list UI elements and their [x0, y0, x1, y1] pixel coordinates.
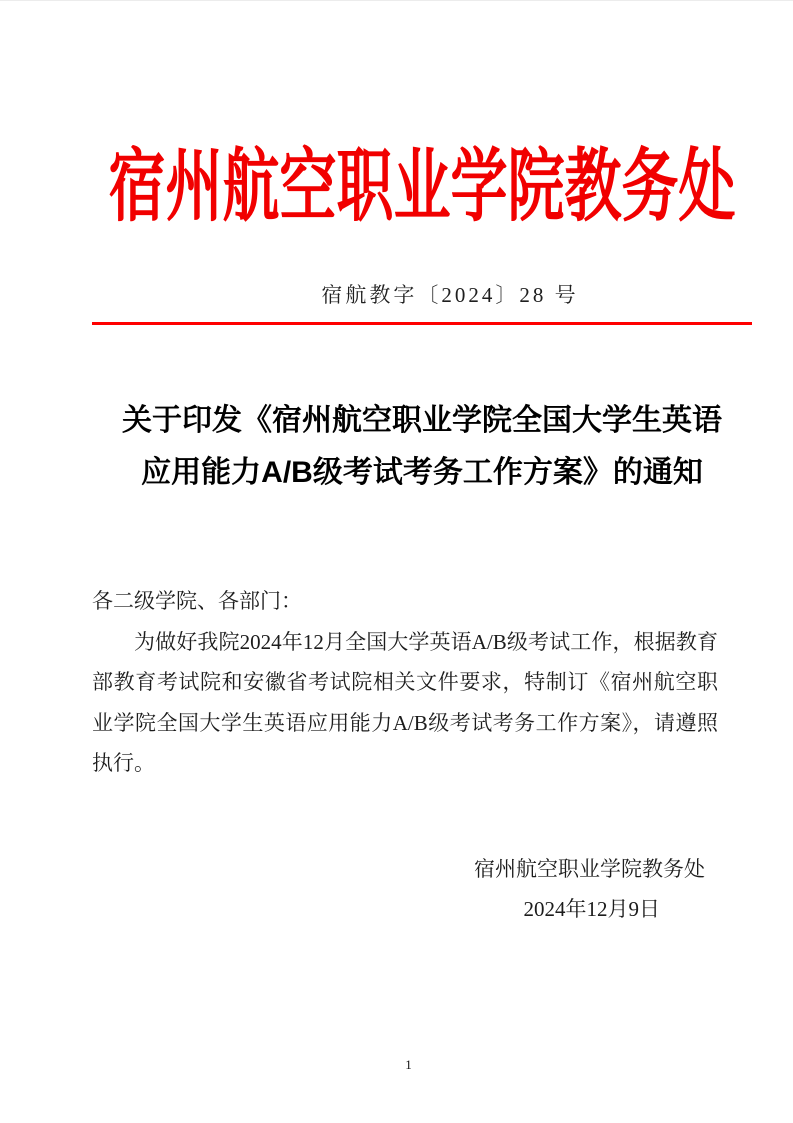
signature-org: 宿州航空职业学院教务处	[474, 856, 705, 881]
signature-block	[92, 849, 718, 930]
salutation: 各二级学院、各部门：	[92, 589, 302, 613]
notice-title-line2: 应用能力A/B级考试考务工作方案》的通知	[141, 456, 703, 489]
body-paragraph: 为做好我院2024年12月全国大学英语A/B级考试工作，根据教育部教育考试院和安徽省考试院相关文件要求，特制订《宿州航空职业学院全国大学生英语应用能力A/B级考试考务工作方案》，请遵照执行。	[92, 629, 718, 775]
document-content	[92, 143, 752, 930]
notice-title-line1: 关于印发《宿州航空职业学院全国大学生英语	[122, 404, 722, 437]
document-number: 宿航教字〔2024〕28 号	[321, 283, 579, 307]
signature-date: 2024年12月9日	[523, 897, 660, 921]
red-divider-rule	[92, 322, 752, 325]
notice-title	[92, 395, 752, 499]
page-number: 1	[405, 1057, 412, 1072]
letterhead-org-title: 宿州航空职业学院教务处	[108, 143, 736, 232]
notice-body	[92, 581, 718, 784]
